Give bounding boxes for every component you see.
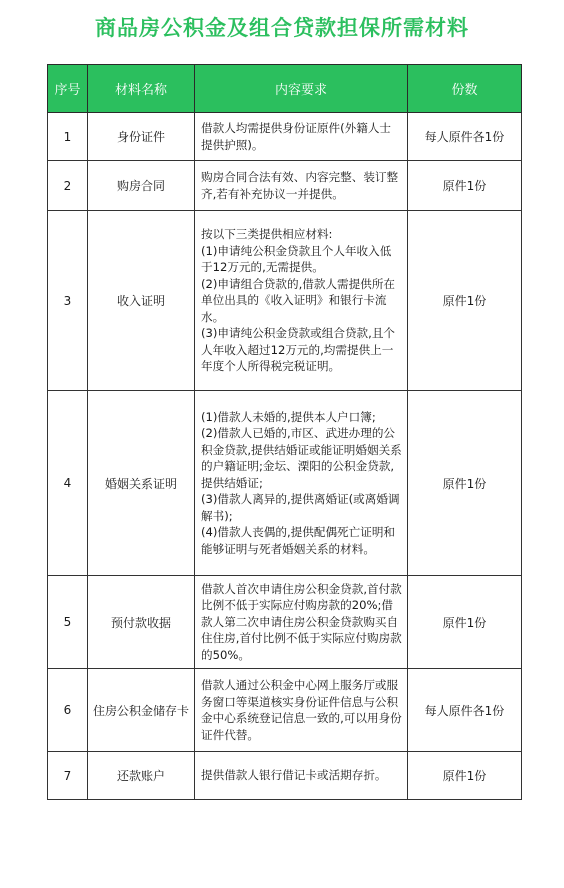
copies: 每人原件各1份	[408, 113, 522, 161]
row-number: 2	[48, 161, 88, 211]
content-requirement	[195, 669, 408, 752]
header-content-requirements: 内容要求	[195, 65, 408, 113]
material-name: 身份证件	[88, 113, 195, 161]
table-row	[48, 576, 522, 669]
table-row	[48, 391, 522, 576]
header-number: 序号	[48, 65, 88, 113]
content-line: (1)借款人未婚的,提供本人户口簿;	[201, 409, 376, 424]
content-line: 按以下三类提供相应材料:	[201, 227, 333, 242]
table-row	[48, 752, 522, 800]
content-requirement	[195, 211, 408, 391]
content-line: (2)申请组合贷款的,借款人需提供所在单位出具的《收入证明》和银行卡流水。	[201, 276, 396, 324]
header-material-name: 材料名称	[88, 65, 195, 113]
content-line: (3)借款人离异的,提供离婚证(或离婚调解书);	[201, 492, 400, 523]
table-row	[48, 113, 522, 161]
content-line: 购房合同合法有效、内容完整、装订整齐,若有补充协议一并提供。	[201, 170, 399, 201]
content-line: (3)申请纯公积金贷款或组合贷款,且个人年收入超过12万元的,均需提供上一年度个人所得税完税证明。	[201, 326, 396, 374]
content-line: (2)借款人已婚的,市区、武进办理的公积金贷款,提供结婚证或能证明婚姻关系的户籍证明;金坛、溧阳的公积金贷款,提供结婚证;	[201, 426, 402, 490]
material-name: 还款账户	[88, 752, 195, 800]
material-name: 预付款收据	[88, 576, 195, 669]
row-number: 3	[48, 211, 88, 391]
row-number: 4	[48, 391, 88, 576]
row-number: 6	[48, 669, 88, 752]
material-name: 婚姻关系证明	[88, 391, 195, 576]
content-requirement	[195, 752, 408, 800]
row-number: 1	[48, 113, 88, 161]
material-name: 收入证明	[88, 211, 195, 391]
copies: 每人原件各1份	[408, 669, 522, 752]
table-row	[48, 669, 522, 752]
content-line: 借款人通过公积金中心网上服务厅或服务窗口等渠道核实身份证件信息与公积金中心系统登记信息一致的,可以用身份证件代替。	[201, 678, 402, 742]
content-line: (4)借款人丧偶的,提供配偶死亡证明和能够证明与死者婚姻关系的材料。	[201, 525, 396, 556]
content-line: 借款人均需提供身份证原件(外籍人士提供护照)。	[201, 121, 392, 152]
content-requirement	[195, 113, 408, 161]
copies: 原件1份	[408, 576, 522, 669]
content-line: 提供借款人银行借记卡或活期存折。	[201, 768, 387, 783]
table-row	[48, 161, 522, 211]
content-requirement	[195, 161, 408, 211]
copies: 原件1份	[408, 752, 522, 800]
materials-table	[47, 64, 522, 800]
copies: 原件1份	[408, 391, 522, 576]
table-header-row	[48, 65, 522, 113]
content-line: 借款人首次申请住房公积金贷款,首付款比例不低于实际应付购房款的20%;借款人第二次申请住房公积金贷款购买自住住房,首付比例不低于实际应付购房款的50%。	[201, 581, 402, 662]
content-requirement	[195, 391, 408, 576]
material-name: 购房合同	[88, 161, 195, 211]
header-copies: 份数	[408, 65, 522, 113]
content-line: (1)申请纯公积金贷款且个人年收入低于12万元的,无需提供。	[201, 243, 392, 275]
material-name: 住房公积金储存卡	[88, 669, 195, 752]
row-number: 7	[48, 752, 88, 800]
table-row	[48, 211, 522, 391]
content-requirement	[195, 576, 408, 669]
copies: 原件1份	[408, 211, 522, 391]
copies: 原件1份	[408, 161, 522, 211]
row-number: 5	[48, 576, 88, 669]
document-title: 商品房公积金及组合贷款担保所需材料	[95, 16, 469, 40]
